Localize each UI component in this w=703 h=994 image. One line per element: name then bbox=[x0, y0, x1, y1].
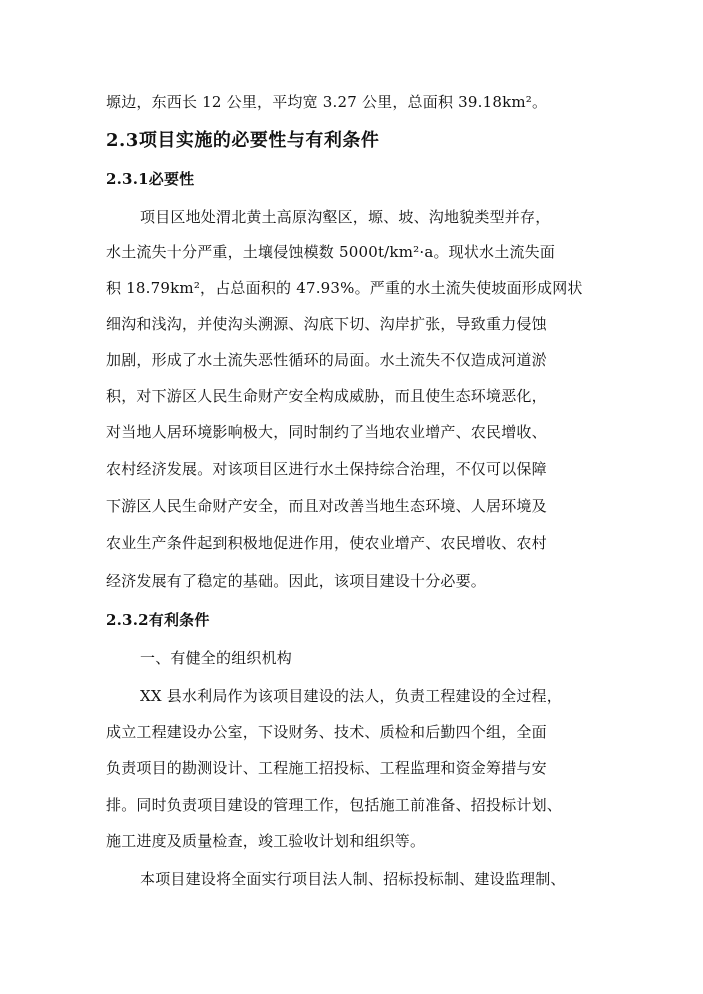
paragraph-line: 施工进度及质量检查，竣工验收计划和组织等。 bbox=[106, 832, 426, 850]
paragraph-line: 农村经济发展。对该项目区进行水土保持综合治理，不仅可以保障 bbox=[106, 460, 547, 478]
paragraph-line: 项目区地处渭北黄土高原沟壑区，塬、坡、沟地貌类型并存， bbox=[140, 208, 551, 226]
paragraph-line: 对当地人居环境影响极大，同时制约了当地农业增产、农民增收、 bbox=[106, 423, 547, 441]
paragraph-line: 本项目建设将全面实行项目法人制、招标投标制、建设监理制、 bbox=[140, 870, 566, 888]
paragraph-line: XX 县水利局作为该项目建设的法人，负责工程建设的全过程， bbox=[140, 687, 562, 705]
paragraph-line: 下游区人民生命财产安全，而且对改善当地生态环境、人居环境及 bbox=[106, 497, 547, 515]
section-heading-2-3: 2.3项目实施的必要性与有利条件 bbox=[106, 130, 380, 151]
paragraph-line: 细沟和浅沟，并使沟头溯源、沟底下切、沟岸扩张，导致重力侵蚀 bbox=[106, 315, 547, 333]
sub-heading-organization: 一、有健全的组织机构 bbox=[140, 649, 293, 667]
paragraph-line: 水土流失十分严重，土壤侵蚀模数 5000t/km²·a。现状水土流失面 bbox=[106, 243, 556, 261]
paragraph-line: 排。同时负责项目建设的管理工作，包括施工前准备、招投标计划、 bbox=[106, 796, 563, 814]
paragraph-line: 经济发展有了稳定的基础。因此，该项目建设十分必要。 bbox=[106, 572, 487, 590]
text-line-top: 塬边，东西长 12 公里，平均宽 3.27 公里，总面积 39.18km²。 bbox=[106, 93, 548, 111]
paragraph-line: 成立工程建设办公室，下设财务、技术、质检和后勤四个组，全面 bbox=[106, 723, 547, 741]
paragraph-line: 积 18.79km²，占总面积的 47.93%。严重的水土流失使坡面形成网状 bbox=[106, 279, 583, 297]
paragraph-line: 加剧，形成了水土流失恶性循环的局面。水土流失不仅造成河道淤 bbox=[106, 351, 547, 369]
paragraph-line: 负责项目的勘测设计、工程施工招投标、工程监理和资金筹措与安 bbox=[106, 759, 547, 777]
subsection-heading-2-3-2: 2.3.2有利条件 bbox=[106, 611, 210, 629]
paragraph-line: 积，对下游区人民生命财产安全构成威胁，而且使生态环境恶化， bbox=[106, 387, 547, 405]
paragraph-line: 农业生产条件起到积极地促进作用，使农业增产、农民增收、农村 bbox=[106, 534, 547, 552]
subsection-heading-2-3-1: 2.3.1必要性 bbox=[106, 170, 195, 188]
